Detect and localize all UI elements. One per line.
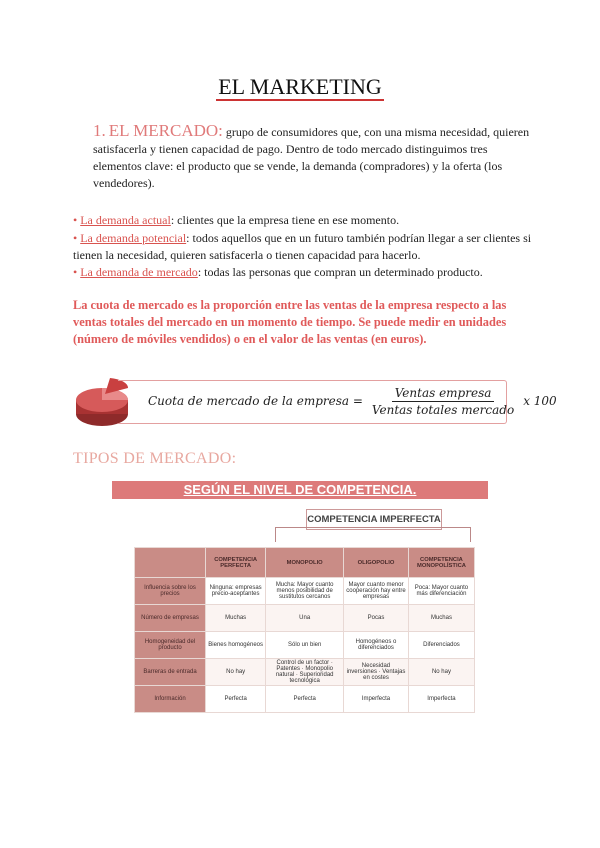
formula-lhs: Cuota de mercado de la empresa = xyxy=(148,394,363,408)
table-header-row xyxy=(135,548,475,578)
formula-numerator: Ventas empresa xyxy=(392,386,495,402)
formula-fraction xyxy=(369,386,517,417)
table-row xyxy=(135,686,475,713)
table-header: MONOPOLIO xyxy=(266,548,344,578)
competencia-banner: SEGÚN EL NIVEL DE COMPETENCIA. xyxy=(112,481,488,499)
table-cell: Perfecta xyxy=(206,686,266,713)
table-cell: Sólo un bien xyxy=(266,632,344,659)
table-cell: No hay xyxy=(408,659,474,686)
table-header xyxy=(135,548,206,578)
section-mercado xyxy=(93,122,533,192)
table-header: OLIGOPOLIO xyxy=(344,548,409,578)
table-cell: Perfecta xyxy=(266,686,344,713)
table-cell: Mayor cuanto menor cooperación hay entre empresas xyxy=(344,578,409,605)
imperfecta-bracket xyxy=(275,527,471,542)
table-cell: Homogéneos o diferenciados xyxy=(344,632,409,659)
page-title: EL MARKETING xyxy=(218,74,382,99)
cuota-definition: La cuota de mercado es la proporción entre las ventas de la empresa respecto a las ventas totales del mercado en un momento de tiempo. Se puede medir en unidades (número de móviles vendidos) o en el valor de las ventas (en euros). xyxy=(73,298,507,346)
row-header: Barreras de entrada xyxy=(135,659,206,686)
bullet-sep: : xyxy=(197,265,202,279)
bullet-demanda-actual xyxy=(73,212,543,229)
competition-table xyxy=(134,547,475,713)
table-header: COMPETENCIA PERFECTA xyxy=(206,548,266,578)
table-row xyxy=(135,659,475,686)
row-header: Número de empresas xyxy=(135,605,206,632)
bullet-mark: • xyxy=(73,231,78,245)
table-cell: Imperfecta xyxy=(408,686,474,713)
table-row xyxy=(135,632,475,659)
table-cell: Muchas xyxy=(408,605,474,632)
bullet-demanda-mercado xyxy=(73,264,543,281)
table-row xyxy=(135,578,475,605)
table-cell: Mucha: Mayor cuanto menos posibilidad de sustitutos cercanos xyxy=(266,578,344,605)
row-header: Homogeneidad del producto xyxy=(135,632,206,659)
table-cell: Imperfecta xyxy=(344,686,409,713)
bullet-demanda-potencial xyxy=(73,230,543,264)
bullet-key: La demanda actual xyxy=(80,213,171,227)
bullet-sep: : xyxy=(186,231,190,245)
bullet-mark: • xyxy=(73,265,78,279)
tipos-heading: TIPOS DE MERCADO: xyxy=(73,450,237,467)
table-cell: Control de un factor · Patentes · Monopolio natural · Superioridad tecnológica xyxy=(266,659,344,686)
table-cell: Diferenciados xyxy=(408,632,474,659)
bullet-sep: : xyxy=(170,213,175,227)
formula-denominator: Ventas totales mercado xyxy=(371,402,515,417)
table-header: COMPETENCIA MONOPOLÍSTICA xyxy=(408,548,474,578)
bullet-mark: • xyxy=(73,213,78,227)
table-cell: Poca: Mayor cuanto más diferenciación xyxy=(408,578,474,605)
table-row xyxy=(135,605,475,632)
table-cell: Muchas xyxy=(206,605,266,632)
competencia-imperfecta-label: COMPETENCIA IMPERFECTA xyxy=(306,509,442,530)
bullet-key: La demanda de mercado xyxy=(80,265,198,279)
table-cell: Ninguna: empresas precio-aceptantes xyxy=(206,578,266,605)
section-text: grupo de consumidores que, con una misma necesidad, quieren satisfacerla y tienen capacidad de pago. Dentro de todo mercado distinguimos tres elementos clave: el producto que se vende, la demanda (compradores) y la oferta (los vendedores). xyxy=(93,125,530,190)
table-cell: Bienes homogéneos xyxy=(206,632,266,659)
table-cell: Una xyxy=(266,605,344,632)
bullet-text: clientes que la empresa tiene en ese momento. xyxy=(174,213,400,227)
section-heading: EL MERCADO: xyxy=(108,121,223,140)
row-header: Información xyxy=(135,686,206,713)
cuota-formula xyxy=(148,383,557,419)
formula-multiplier: x 100 xyxy=(523,394,557,408)
table-cell: No hay xyxy=(206,659,266,686)
bullet-key: La demanda potencial xyxy=(80,231,187,245)
row-header: Influencia sobre los precios xyxy=(135,578,206,605)
section-number: 1. xyxy=(93,121,106,140)
table-cell: Necesidad inversiones · Ventajas en costes xyxy=(344,659,409,686)
bullet-text: todas las personas que compran un determinado producto. xyxy=(201,265,483,279)
bullet-text: todos aquellos que en un futuro también podrían llegar a ser clientes si tienen la necesidad, quieren satisfacerla o tienen capacidad para hacerlo. xyxy=(73,231,532,262)
table-cell: Pocas xyxy=(344,605,409,632)
